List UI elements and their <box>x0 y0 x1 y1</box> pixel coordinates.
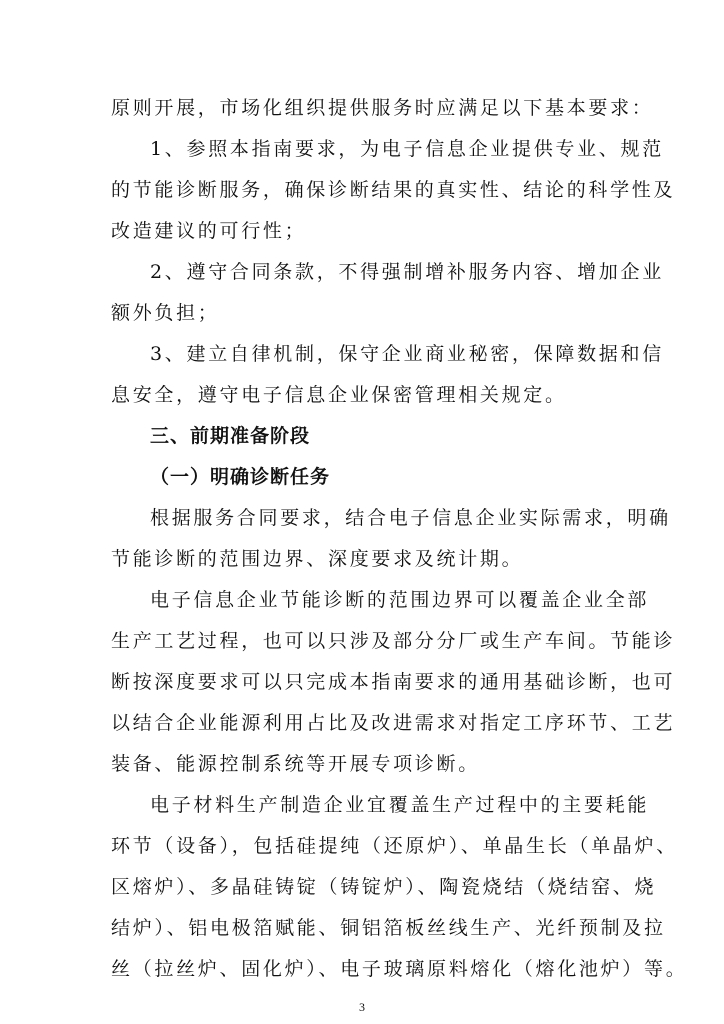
paragraph-line: 的节能诊断服务，确保诊断结果的真实性、结论的科学性及 <box>111 179 676 201</box>
paragraph-line: 装备、能源控制系统等开展专项诊断。 <box>111 753 480 775</box>
paragraph-line: 电子信息企业节能诊断的范围边界可以覆盖企业全部 <box>150 589 650 611</box>
paragraph-line: 根据服务合同要求，结合电子信息企业实际需求，明确 <box>150 507 671 529</box>
list-item-1: 1、参照本指南要求，为电子信息企业提供专业、规范 <box>150 138 664 160</box>
paragraph-line: 生产工艺过程，也可以只涉及部分分厂或生产车间。节能诊 <box>111 630 676 652</box>
paragraph-line: 断按深度要求可以只完成本指南要求的通用基础诊断，也可 <box>111 671 676 693</box>
paragraph-line: 息安全，遵守电子信息企业保密管理相关规定。 <box>111 384 567 406</box>
paragraph-line: 原则开展，市场化组织提供服务时应满足以下基本要求： <box>111 97 654 119</box>
paragraph-line: 节能诊断的范围边界、深度要求及统计期。 <box>111 548 524 570</box>
paragraph-line: 电子材料生产制造企业宜覆盖生产过程中的主要耗能 <box>150 794 650 816</box>
list-item-3: 3、建立自律机制，保守企业商业秘密，保障数据和信 <box>150 343 664 365</box>
paragraph-line: 改造建议的可行性； <box>111 220 307 242</box>
paragraph-line: 结炉）、铝电极箔赋能、铜铝箔板丝线生产、光纤预制及拉 <box>111 917 666 939</box>
subsection-heading: （一）明确诊断任务 <box>150 466 331 488</box>
paragraph-line: 丝（拉丝炉、固化炉）、电子玻璃原料熔化（熔化池炉）等。 <box>111 958 688 980</box>
paragraph-line: 以结合企业能源利用占比及改进需求对指定工序环节、工艺 <box>111 712 676 734</box>
list-item-2: 2、遵守合同条款，不得强制增补服务内容、增加企业 <box>150 261 664 283</box>
section-heading: 三、前期准备阶段 <box>150 425 311 447</box>
page-number: 3 <box>359 1000 365 1014</box>
paragraph-line: 区熔炉）、多晶硅铸锭（铸锭炉）、陶瓷烧结（烧结窑、烧 <box>111 876 657 898</box>
paragraph-line: 环节（设备），包括硅提纯（还原炉）、单晶生长（单晶炉、 <box>111 835 678 857</box>
paragraph-line: 额外负担； <box>111 302 220 324</box>
